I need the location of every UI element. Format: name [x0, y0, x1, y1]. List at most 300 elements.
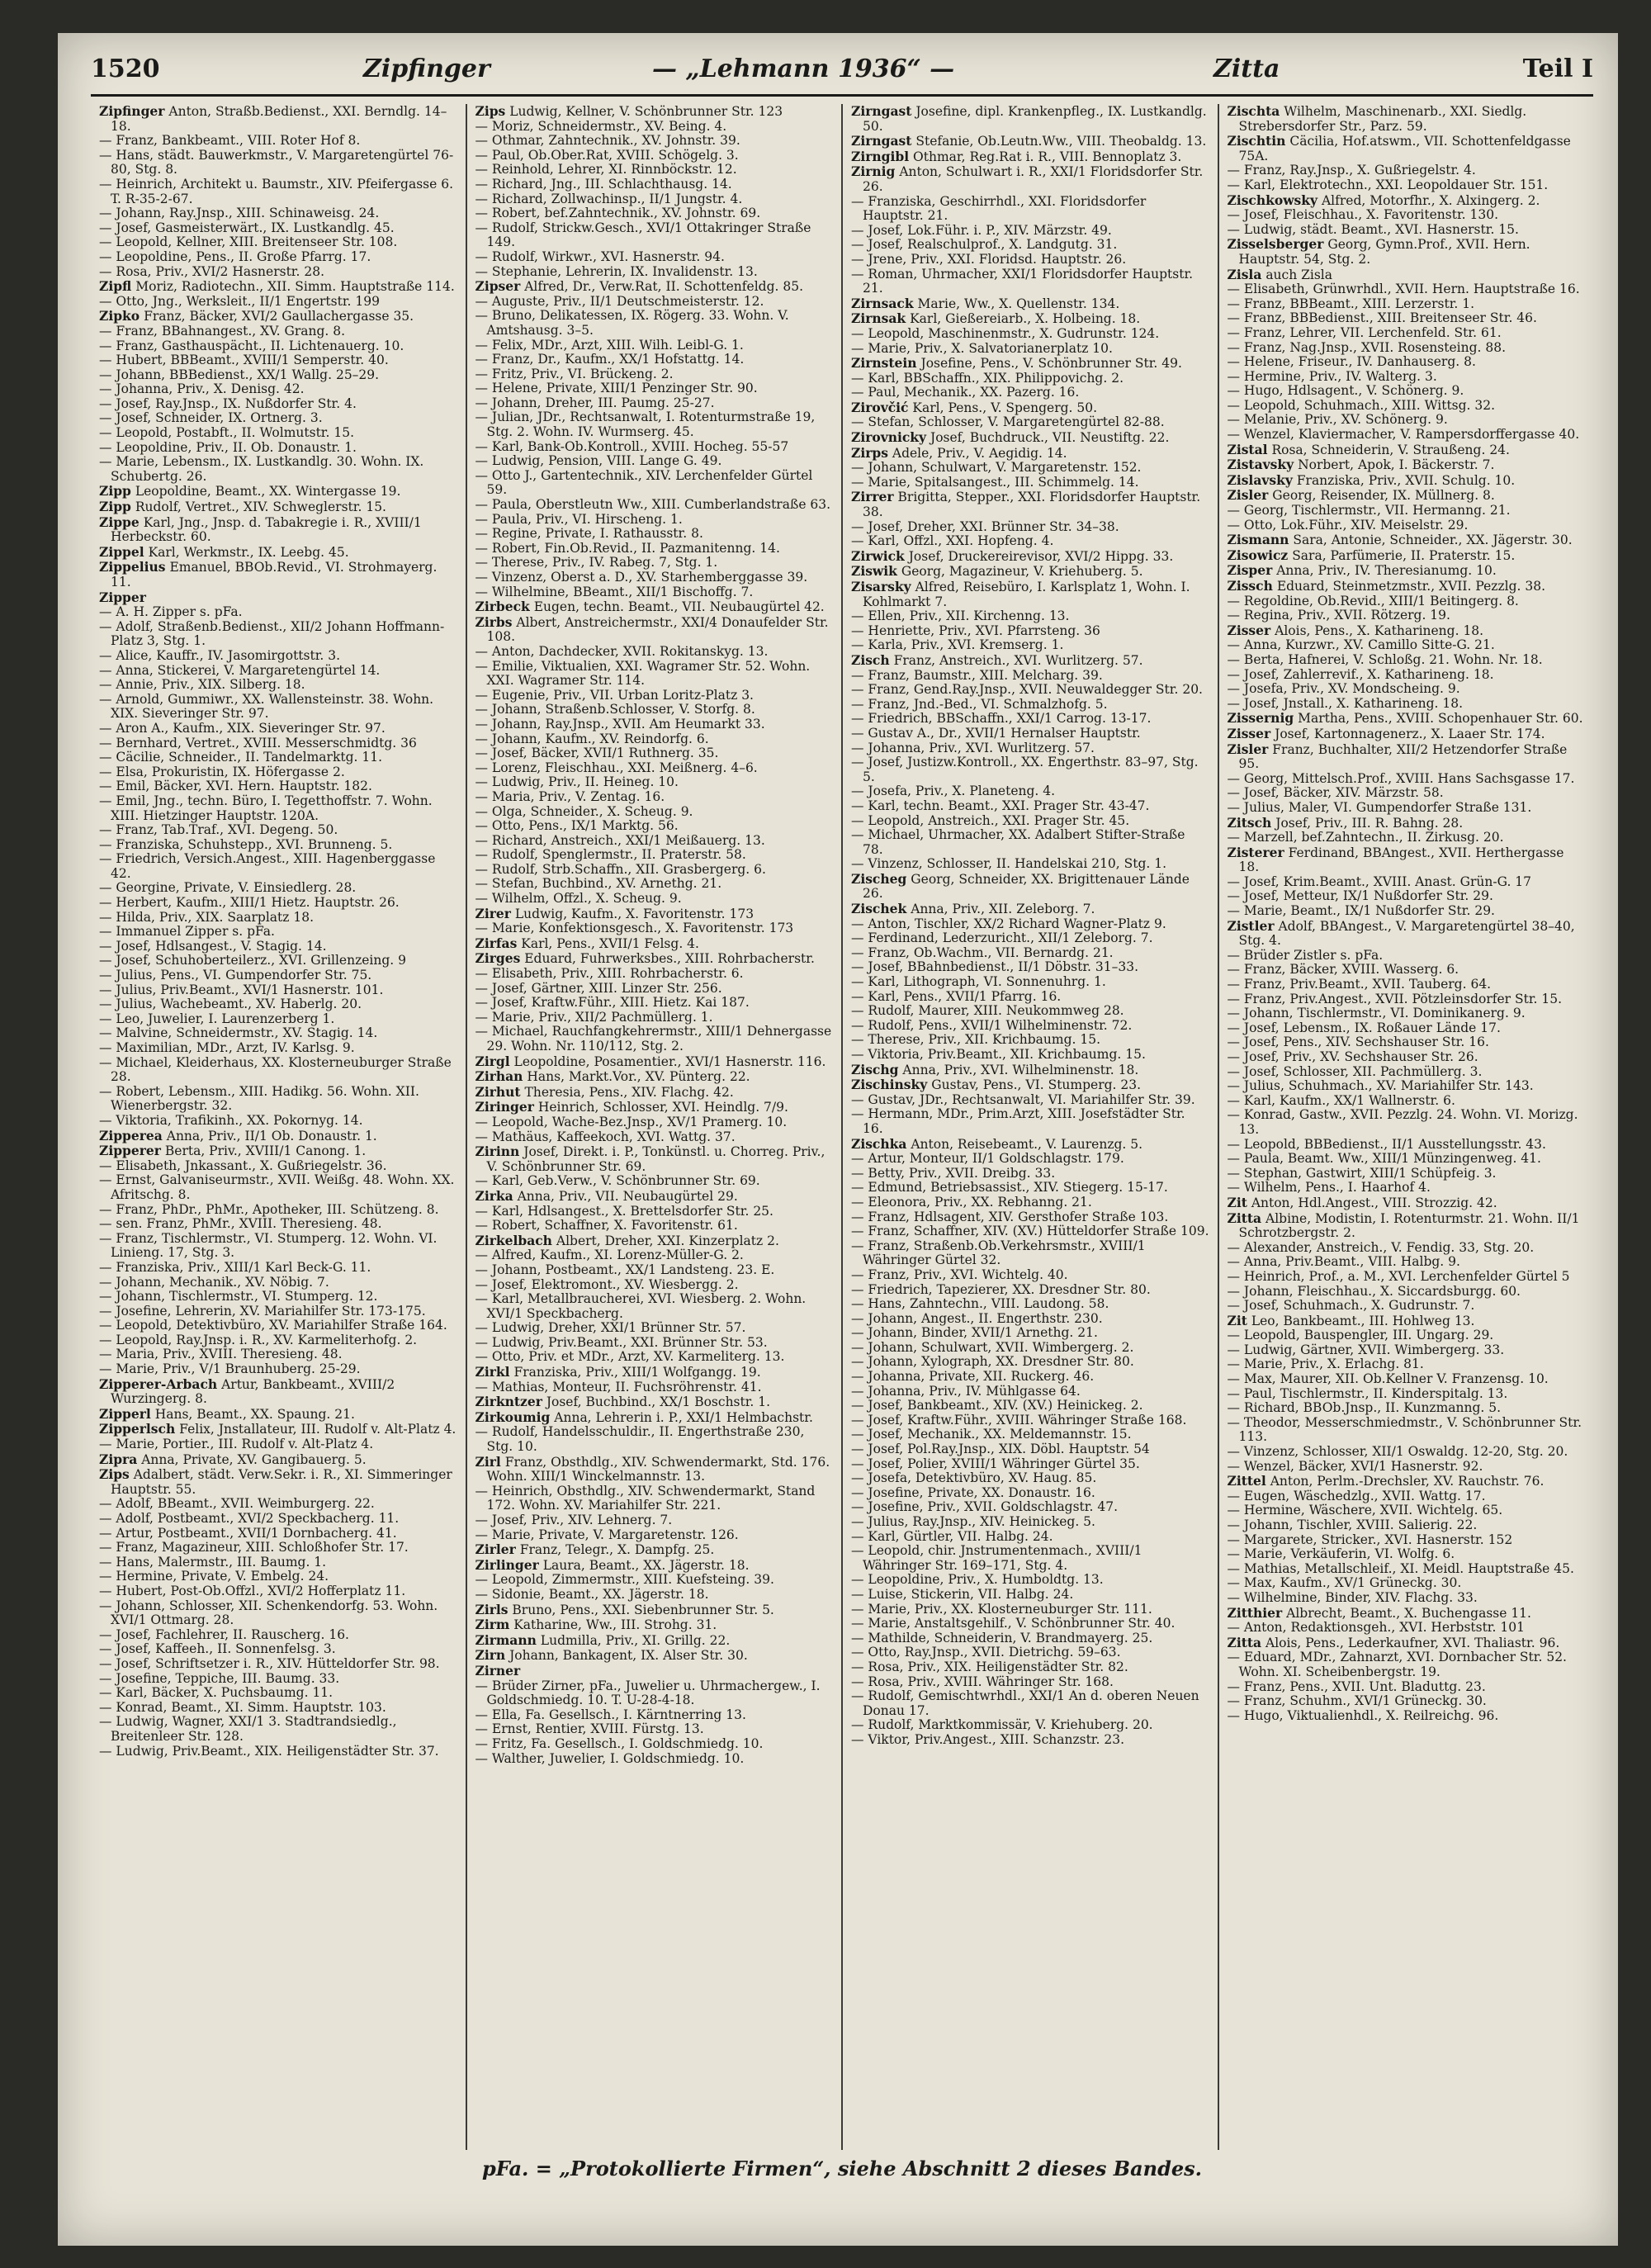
directory-entry — [1228, 104, 1586, 134]
directory-entry — [99, 1026, 457, 1041]
entry-text: — Franz, Dr., Kaufm., XX/1 Hofstattg. 14. — [475, 352, 745, 367]
entry-surname: Zistler — [1227, 917, 1275, 934]
entry-surname: Zipperea — [99, 1127, 163, 1143]
directory-entry — [99, 382, 457, 397]
directory-entry — [1228, 1152, 1586, 1167]
entry-text: — Georg, Tischlermstr., VII. Hermanng. 21. — [1227, 503, 1511, 518]
directory-entry — [1228, 1328, 1586, 1343]
directory-entry — [99, 500, 457, 515]
entry-surname: Zissernig — [1227, 710, 1294, 727]
directory-entry — [851, 755, 1209, 784]
entry-text: — Helene, Private, XIII/1 Penzinger Str. 90. — [475, 381, 758, 396]
entry-text: Wilhelm, Maschinenarb., XXI. Siedlg. Strebersdorfer Str., Parz. 59. — [1238, 104, 1527, 134]
directory-entry — [1228, 1255, 1586, 1270]
entry-surname: Zirinn — [475, 1143, 520, 1160]
entry-text: Alfred, Reisebüro, I. Karlsplatz 1, Wohn. I. Kohlmarkt 7. — [863, 580, 1190, 609]
entry-text: — Paula, Beamt. Ww., XIII/1 Münzingenweg. 41. — [1227, 1151, 1541, 1167]
entry-text: — Robert, Schaffner, X. Favoritenstr. 61. — [475, 1218, 738, 1233]
entry-text: Josefine, dipl. Krankenpfleg., IX. Lustkandlg. 50. — [863, 104, 1207, 134]
directory-entry — [475, 1425, 834, 1454]
entry-text: — Immanuel Zipper s. pFa. — [99, 924, 275, 940]
directory-entry — [99, 1114, 457, 1129]
entry-text: Franz, Telegr., X. Dampfg. 25. — [519, 1542, 715, 1558]
directory-entry — [851, 1167, 1209, 1181]
directory-entry — [475, 1588, 834, 1603]
entry-text: — Richard, Jng., III. Schlachthausg. 14. — [475, 176, 732, 192]
entry-text: — Johanna, Priv., X. Denisg. 42. — [99, 381, 305, 397]
directory-entry — [99, 896, 457, 911]
directory-entry — [475, 149, 834, 163]
entry-text: — Heinrich, Obsthdlg., XIV. Schwendermarkt, Stand 172. Wohn. XV. Mariahilfer Str. 221. — [475, 1483, 816, 1513]
directory-entry — [99, 206, 457, 221]
entry-text: — Josef, BBahnbedienst., II/1 Döbstr. 31–33. — [851, 959, 1139, 975]
entry-text: — Ludwig, städt. Beamt., XVI. Hasnerstr. 15. — [1227, 221, 1519, 237]
entry-surname: Zirhut — [475, 1083, 521, 1100]
directory-entry — [99, 765, 457, 780]
directory-entry — [99, 590, 457, 606]
directory-entry — [475, 892, 834, 907]
entry-text: Karl, Jng., Jnsp. d. Tabakregie i. R., XVIII/1 Herbeckstr. 60. — [111, 514, 422, 545]
directory-entry — [1228, 1079, 1586, 1094]
entry-text: — Arnold, Gummiwr., XX. Wallensteinstr. 38. Wohn. XIX. Sieveringer Str. 97. — [99, 691, 434, 722]
directory-entry — [851, 727, 1209, 741]
directory-entry — [99, 1497, 457, 1512]
directory-entry — [1228, 608, 1586, 623]
entry-text: Ludwig, Kellner, V. Schönbrunner Str. 123 — [509, 104, 783, 119]
directory-entry — [1228, 282, 1586, 297]
entry-text: auch Zisla — [1265, 267, 1333, 282]
entry-text: Eduard, Steinmetzmstr., XVII. Pezzlg. 38. — [1276, 579, 1546, 594]
entry-text: — Vinzenz, Oberst a. D., XV. Starhemberggasse 39. — [475, 570, 808, 585]
directory-entry — [99, 295, 457, 310]
entry-surname: Zisowicz — [1227, 547, 1289, 563]
column-4 — [1219, 104, 1594, 2150]
directory-entry — [99, 1203, 457, 1218]
entry-text: — Josef, Gasmeisterwärt., IX. Lustkandlg. 45. — [99, 220, 395, 235]
directory-entry — [851, 1355, 1209, 1370]
entry-text: — Johann, Tischlermstr., VI. Stumperg. 12. — [99, 1289, 378, 1304]
entry-surname: Zischka — [851, 1135, 907, 1152]
entry-surname: Zischg — [851, 1061, 899, 1077]
entry-text: — Marie, Priv., XII/2 Pachmüllerg. 1. — [475, 1009, 713, 1025]
directory-entry — [1228, 682, 1586, 697]
directory-entry — [851, 253, 1209, 268]
directory-entry — [475, 571, 834, 585]
directory-entry — [851, 1689, 1209, 1718]
directory-entry — [475, 221, 834, 250]
directory-entry — [99, 911, 457, 926]
directory-entry — [1228, 1035, 1586, 1050]
directory-entry — [851, 1297, 1209, 1312]
directory-entry — [475, 1054, 834, 1070]
entry-surname: Zistal — [1227, 441, 1268, 457]
entry-text: Franz, Obsthdlg., XIV. Schwendermarkt, Std. 176. Wohn. XIII/1 Winckelmannstr. 13. — [486, 1454, 830, 1484]
entry-text: — Wenzel, Bäcker, XVI/1 Hasnerstr. 92. — [1227, 1458, 1483, 1474]
entry-text: — Marie, Konfektionsgesch., X. Favoritenstr. 173 — [475, 921, 794, 936]
directory-entry — [851, 1675, 1209, 1690]
directory-entry — [99, 426, 457, 441]
directory-entry — [99, 235, 457, 250]
directory-entry — [1228, 268, 1586, 283]
entry-text: Franziska, Priv., XIII/1 Wolfgangg. 19. — [513, 1365, 761, 1380]
entry-text: — Josef, Kraftw.Führ., XIII. Hietz. Kai 187. — [475, 995, 750, 1011]
entry-surname: Zippelius — [99, 559, 166, 575]
directory-entry — [99, 1261, 457, 1276]
entry-text: — Eugenie, Priv., VII. Urban Loritz-Platz 3. — [475, 687, 754, 703]
entry-text: — Georgine, Private, V. Einsiedlerg. 28. — [99, 880, 357, 896]
directory-entry — [851, 975, 1209, 990]
directory-entry — [1228, 1270, 1586, 1285]
directory-entry — [99, 441, 457, 456]
directory-entry — [99, 1467, 457, 1497]
entry-text: — Ludwig, Priv.Beamt., XIX. Heiligenstädter Str. 37. — [99, 1743, 439, 1759]
directory-entry — [851, 1588, 1209, 1603]
entry-surname: Zit — [1227, 1312, 1247, 1328]
entry-text: — Julius, Maler, VI. Gumpendorfer Straße 131. — [1227, 799, 1532, 815]
entry-surname: Zischeg — [851, 870, 907, 887]
directory-entry — [475, 498, 834, 513]
entry-text: — Karl, Metallbraucherei, XVI. Wiesberg. 2. Wohn. XVI/1 Speckbacherg. — [475, 1291, 807, 1321]
entry-text: — Johanna, Private, XII. Ruckerg. 46. — [851, 1369, 1095, 1385]
directory-entry — [851, 784, 1209, 799]
directory-entry — [1228, 399, 1586, 414]
directory-entry — [475, 1205, 834, 1219]
directory-entry — [851, 653, 1209, 669]
entry-surname: Zit — [1227, 1194, 1247, 1210]
directory-entry — [99, 794, 457, 823]
entry-text: — Theodor, Messerschmiedmstr., V. Schönbrunner Str. 113. — [1227, 1414, 1582, 1445]
directory-entry — [1228, 1299, 1586, 1314]
directory-entry — [1228, 341, 1586, 356]
directory-entry — [851, 490, 1209, 519]
entry-text: — Ella, Fa. Gesellsch., I. Kärntnerring 13. — [475, 1707, 746, 1722]
entry-text: Alfred, Dr., Verw.Rat, II. Schottenfeldg. 85. — [524, 279, 803, 295]
directory-entry — [1228, 297, 1586, 312]
directory-entry — [99, 1333, 457, 1348]
entry-text: — Johann, Xylograph, XX. Dresdner Str. 80. — [851, 1354, 1134, 1370]
entry-text: — Marie, Spitalsangest., III. Schimmelg. 14. — [851, 474, 1139, 490]
footer-note: pFa. = „Protokollierte Firmen“, siehe Abschnitt 2 dieses Bandes. — [482, 2157, 1202, 2180]
directory-entry — [851, 990, 1209, 1005]
entry-text: — Ferdinand, Lederzuricht., XII/1 Zeleborg. 7. — [851, 930, 1153, 946]
entry-text: Ludwig, Kaufm., X. Favoritenstr. 173 — [514, 906, 755, 921]
entry-surname: Zirps — [851, 444, 888, 461]
entry-surname: Zischek — [851, 901, 907, 917]
entry-text: — Marie, Priv., X. Erlachg. 81. — [1227, 1357, 1424, 1372]
directory-entry — [99, 1570, 457, 1584]
entry-text: — Johann, Binder, XVII/1 Arnethg. 21. — [851, 1325, 1098, 1341]
directory-entry — [851, 1530, 1209, 1545]
entry-text: — Franz, Straßenb.Ob.Verkehrsmstr., XVIII/1 Währinger Gürtel 32. — [851, 1238, 1146, 1268]
directory-entry — [851, 1544, 1209, 1573]
entry-surname: Zirbs — [475, 613, 513, 630]
directory-entry — [475, 615, 834, 645]
entry-text: — Paul, Mechanik., XX. Pazerg. 16. — [851, 385, 1080, 400]
entry-text: — Karl, techn. Beamt., XXI. Prager Str. 43-47. — [851, 798, 1150, 813]
entry-text: — Karl, Pens., XVII/1 Pfarrg. 16. — [851, 988, 1062, 1004]
entry-text: — Rudolf, Wirkwr., XVI. Hasnerstr. 94. — [475, 249, 725, 264]
entry-text: — Franz, Hdlsagent, XIV. Gersthofer Straße 103. — [851, 1209, 1169, 1224]
entry-text: — Ludwig, Gärtner, XVII. Wimbergerg. 33. — [1227, 1342, 1505, 1357]
entry-surname: Zirkelbach — [475, 1232, 552, 1248]
directory-entry — [475, 295, 834, 310]
entry-text: — Othmar, Zahntechnik., XV. Johnstr. 39. — [475, 133, 740, 149]
directory-entry — [99, 515, 457, 545]
entry-surname: Zirfas — [475, 935, 518, 951]
entry-text: — Hugo, Viktualienhdl., X. Reilreichg. 96. — [1227, 1707, 1499, 1723]
directory-entry — [99, 925, 457, 940]
directory-entry — [99, 1143, 457, 1159]
directory-entry — [475, 1263, 834, 1278]
entry-text: — Reinhold, Lehrer, XI. Rinnböckstr. 12. — [475, 162, 737, 178]
column-3 — [843, 104, 1219, 2150]
directory-entry — [851, 917, 1209, 932]
entry-surname: Zisla — [1227, 266, 1262, 282]
entry-text: — Emil, Bäcker, XVI. Hern. Hauptstr. 182. — [99, 779, 372, 794]
directory-entry — [475, 250, 834, 265]
entry-text: Josefine, Pens., V. Schönbrunner Str. 49. — [920, 356, 1182, 372]
entry-text: — Therese, Priv., XII. Krichbaumg. 15. — [851, 1032, 1100, 1048]
directory-entry — [1228, 1547, 1586, 1562]
entry-text: — Karl, BBSchaffn., XIX. Philippovichg. 2. — [851, 370, 1124, 386]
entry-text: — Paul, Ob.Ober.Rat, XVIII. Schögelg. 3. — [475, 147, 739, 163]
directory-entry — [1228, 1050, 1586, 1065]
entry-text: — Johann, Dreher, III. Paumg. 25-27. — [475, 395, 715, 410]
entry-text: — Josef, Bäcker, XVII/1 Ruthnerg. 35. — [475, 746, 719, 761]
directory-entry — [851, 1033, 1209, 1048]
entry-text: — Leopold, Bauspengler, III. Ungarg. 29. — [1227, 1328, 1494, 1343]
entry-text: — Elsa, Prokuristin, IX. Höfergasse 2. — [99, 764, 345, 779]
entry-surname: Zischinsky — [851, 1077, 928, 1093]
entry-surname: Zirl — [475, 1453, 501, 1470]
directory-entry — [475, 1130, 834, 1145]
entry-text: — Karl, Offzl., XXI. Hopfeng. 4. — [851, 533, 1054, 549]
directory-entry — [851, 134, 1209, 149]
entry-text: — Julius, Wachebeamt., XV. Haberlg. 20. — [99, 997, 362, 1012]
entry-text: — Karl, Hdlsangest., X. Brettelsdorfer Str. 25. — [475, 1203, 773, 1219]
directory-entry — [851, 1660, 1209, 1675]
directory-entry — [1228, 504, 1586, 518]
entry-text: — Franz, Schuhm., XVI/1 Grüneckg. 30. — [1227, 1693, 1487, 1709]
entry-text: — Julian, JDr., Rechtsanwalt, I. Rotenturmstraße 19, Stg. 2. Wohn. IV. Wurmserg. 45. — [475, 410, 816, 440]
entry-text: — Karl, Bank-Ob.Kontroll., XVIII. Hocheg. 55-57 — [475, 438, 789, 454]
entry-surname: Zisser — [1227, 622, 1271, 638]
entry-surname: Zismann — [1227, 532, 1289, 548]
entry-text: — Alexander, Anstreich., V. Fendig. 33, Stg. 20. — [1227, 1239, 1535, 1255]
entry-text: — Johanna, Priv., IV. Mühlgasse 64. — [851, 1383, 1081, 1399]
directory-entry — [475, 542, 834, 556]
directory-entry — [99, 1745, 457, 1759]
entry-text: — Cäcilie, Schneider., II. Tandelmarktg. 11. — [99, 750, 382, 765]
directory-entry — [475, 556, 834, 571]
entry-text: — Julius, Priv.Beamt., XVI/1 Hasnerstr. 101. — [99, 982, 384, 997]
directory-entry — [851, 1457, 1209, 1472]
entry-text: — Richard, BBOb.Jnsp., II. Kunzmanng. 5. — [1227, 1400, 1502, 1416]
entry-text: Josef, Priv., III. R. Bahng. 28. — [1275, 815, 1464, 831]
entry-text: — Franz, Nag.Jnsp., XVII. Rosensteing. 88. — [1227, 339, 1507, 355]
directory-entry — [475, 1722, 834, 1737]
entry-text: — Leopold, Zimmermstr., XIII. Kuefsteing. 39. — [475, 1572, 774, 1588]
entry-text: — Johann, Ray.Jnsp., XVII. Am Heumarkt 33. — [475, 716, 765, 732]
directory-entry — [99, 1347, 457, 1362]
entry-text: Hans, Beamt., XX. Spaung. 21. — [154, 1406, 355, 1422]
entry-text: — Viktor, Priv.Angest., XIII. Schanzstr. 23. — [851, 1731, 1125, 1747]
directory-entry — [851, 1370, 1209, 1385]
directory-entry — [99, 265, 457, 280]
entry-text: — Franz, Pens., XVII. Unt. Bladuttg. 23. — [1227, 1679, 1486, 1694]
directory-entry — [475, 1737, 834, 1752]
page-number: 1520 — [91, 54, 160, 83]
directory-entry — [99, 940, 457, 954]
directory-entry — [99, 1217, 457, 1232]
directory-entry — [475, 982, 834, 997]
entry-text: — Hermine, Priv., IV. Walterg. 3. — [1227, 368, 1437, 384]
entry-text: — Georg, Mittelsch.Prof., XVIII. Hans Sachsgasse 17. — [1227, 770, 1575, 786]
directory-entry — [1228, 1357, 1586, 1372]
entry-text: — Luise, Stickerin, VII. Halbg. 24. — [851, 1586, 1074, 1602]
entry-surname: Zisler — [1227, 487, 1269, 504]
directory-entry — [475, 775, 834, 790]
entry-text: — Johann, Fleischhau., X. Siccardsburgg. 60. — [1227, 1283, 1521, 1299]
entry-text: — Konrad, Gastw., XVII. Pezzlg. 24. Wohn. VI. Morizg. 13. — [1227, 1107, 1578, 1137]
directory-entry — [99, 411, 457, 426]
entry-surname: Zips — [99, 1466, 130, 1483]
entry-text: Karl, Pens., XVII/1 Felsg. 4. — [521, 935, 699, 951]
directory-entry — [99, 397, 457, 412]
directory-entry — [475, 1174, 834, 1189]
directory-entry — [851, 446, 1209, 462]
entry-text: — Robert, Lebensm., XIII. Hadikg. 56. Wohn. XII. Wienerbergstr. 32. — [99, 1083, 419, 1114]
entry-text: — Hubert, BBBeamt., XVIII/1 Semperstr. 40. — [99, 353, 389, 368]
entry-text: Albert, Anstreichermstr., XXI/4 Donaufelder Str. 108. — [486, 614, 829, 645]
entry-text: — Franz, Ob.Wachm., VII. Bernardg. 21. — [851, 945, 1114, 960]
entry-surname: Zipperlsch — [99, 1421, 176, 1437]
directory-entry — [851, 1063, 1209, 1078]
entry-text: Karl, Pens., V. Spengerg. 50. — [912, 400, 1098, 415]
directory-entry — [1228, 579, 1586, 594]
directory-entry — [851, 1312, 1209, 1327]
directory-entry — [475, 1752, 834, 1767]
entry-text: Franz, Anstreich., XVI. Wurlitzerg. 57. — [893, 652, 1143, 668]
entry-text: — Ernst, Rentier, XVIII. Fürstg. 13. — [475, 1721, 704, 1737]
entry-text: — Karl, Gürtler, VII. Halbg. 24. — [851, 1528, 1053, 1544]
directory-entry — [99, 221, 457, 236]
column-2 — [467, 104, 844, 2150]
entry-text: — Rudolf, Gemischtwrhdl., XXI/1 An d. oberen Neuen Donau 17. — [851, 1688, 1199, 1718]
entry-text: — Leopold, BBBedienst., II/1 Ausstellungsstr. 43. — [1227, 1136, 1546, 1152]
entry-text: — Paula, Oberstleutn Ww., XIII. Cumberlandstraße 63. — [475, 497, 831, 513]
entry-text: Othmar, Reg.Rat i. R., VIII. Bennoplatz 3. — [913, 149, 1182, 164]
entry-text: Albert, Dreher, XXI. Kinzerplatz 2. — [556, 1233, 779, 1248]
directory-entry — [475, 1380, 834, 1395]
entry-surname: Zirwick — [851, 547, 905, 564]
entry-text: — Ludwig, Dreher, XXI/1 Brünner Str. 57. — [475, 1320, 746, 1336]
entry-text: — Josef, Bankbeamt., XIV. (XV.) Heinickeg. 2. — [851, 1398, 1143, 1413]
directory-entry — [1228, 518, 1586, 533]
entry-text: — Max, Kaufm., XV/1 Grüneckg. 30. — [1227, 1575, 1462, 1591]
entry-text: Anton, Perlm.-Drechsler, XV. Rauchstr. 76. — [1270, 1474, 1545, 1489]
entry-text: — Franz, Lehrer, VII. Lerchenfeld. Str. 61. — [1227, 324, 1502, 340]
directory-entry — [851, 669, 1209, 684]
directory-entry — [475, 834, 834, 849]
entry-surname: Zirnstein — [851, 355, 917, 372]
entry-text: — Leopold, Ray.Jnsp. i. R., XV. Karmeliterhofg. 2. — [99, 1332, 418, 1347]
directory-entry — [851, 400, 1209, 416]
entry-text: — Elisabeth, Grünwrhdl., XVII. Hern. Hauptstraße 16. — [1227, 282, 1580, 297]
entry-text: — Josef, Mechanik., XX. Meldemannstr. 15. — [851, 1427, 1132, 1442]
entry-text: — Wilhelm, Offzl., X. Scheug. 9. — [475, 891, 682, 907]
entry-text: — Josef, Polier, XVIII/1 Währinger Gürtel 35. — [851, 1456, 1140, 1471]
directory-entry — [851, 1413, 1209, 1428]
directory-entry — [851, 1137, 1209, 1153]
directory-entry — [475, 1365, 834, 1380]
directory-entry — [851, 741, 1209, 756]
entry-surname: Zirkl — [475, 1364, 510, 1380]
directory-entry — [1228, 1636, 1586, 1651]
directory-entry — [99, 954, 457, 968]
entry-text: — Ludwig, Priv., II. Heineg. 10. — [475, 774, 679, 790]
directory-entry — [1228, 772, 1586, 787]
entry-text: — Heinrich, Prof., a. M., XVI. Lerchenfelder Gürtel 5 — [1227, 1268, 1570, 1284]
directory-entry — [851, 1486, 1209, 1501]
directory-entry — [475, 381, 834, 396]
entry-text: — Josefa, Priv., XV. Mondscheing. 9. — [1227, 681, 1460, 697]
directory-entry — [851, 238, 1209, 253]
directory-entry — [1228, 1503, 1586, 1518]
entry-text: Moriz, Radiotechn., XII. Simm. Hauptstraße 114. — [135, 279, 455, 295]
entry-surname: Zisch — [851, 651, 890, 668]
entry-text: — Wilhelmine, BBeamt., XII/1 Bischoffg. 7. — [475, 584, 754, 599]
entry-text: — Ludwig, Priv.Beamt., XXI. Brünner Str. 53. — [475, 1334, 768, 1350]
directory-entry — [1228, 992, 1586, 1007]
entry-text: — Friedrich, BBSchaffn., XXI/1 Carrog. 13-17. — [851, 711, 1152, 727]
entry-surname: Zischkowsky — [1227, 192, 1318, 208]
directory-entry — [475, 761, 834, 776]
directory-entry — [99, 134, 457, 149]
entry-text: — Viktoria, Trafikinh., XX. Pokornyg. 14. — [99, 1112, 363, 1128]
entry-text: — Josef, Realschulprof., X. Landgutg. 31. — [851, 237, 1118, 253]
header-rule — [91, 94, 1593, 97]
entry-text: — Franz, Priv.Angest., XVII. Pötzleinsdorfer Str. 15. — [1227, 991, 1563, 1006]
entry-text: — Rudolf, Spenglermstr., II. Praterstr. 58. — [475, 847, 746, 863]
directory-entry — [851, 1471, 1209, 1486]
directory-entry — [1228, 1474, 1586, 1489]
entry-text: — Richard, Zollwachinsp., II/1 Jungstr. 4. — [475, 191, 743, 206]
directory-entry — [851, 164, 1209, 194]
directory-entry — [99, 545, 457, 561]
directory-entry — [1228, 816, 1586, 831]
entry-columns — [91, 104, 1593, 2150]
directory-entry — [99, 997, 457, 1012]
directory-entry — [475, 1115, 834, 1130]
entry-text: — Fritz, Fa. Gesellsch., I. Goldschmiedg. 10. — [475, 1735, 764, 1751]
directory-entry — [475, 1025, 834, 1054]
entry-text: — Anton, Redaktionsgeh., XVI. Herbststr. 101 — [1227, 1620, 1525, 1636]
entry-text: — Berta, Hafnerei, V. Schloßg. 21. Wohn. Nr. 18. — [1227, 651, 1543, 667]
entry-text: — Otto, Pens., IX/1 Marktg. 56. — [475, 818, 679, 834]
entry-text: — Leopold, Anstreich., XXI. Prager Str. 45. — [851, 812, 1130, 828]
entry-text: Marie, Ww., X. Quellenstr. 134. — [917, 296, 1120, 311]
entry-text: — Josef, Lok.Führ. i. P., XIV. Märzstr. 49. — [851, 222, 1112, 238]
directory-entry — [1228, 326, 1586, 341]
directory-entry — [475, 527, 834, 542]
entry-text: — Josef, Pens., XIV. Sechshauser Str. 16. — [1227, 1035, 1489, 1050]
entry-text: Brigitta, Stepper., XXI. Floridsdorfer Hauptstr. 38. — [863, 490, 1201, 520]
entry-surname: Zipfinger — [99, 104, 165, 119]
entry-text: — Josef, Schlosser, XII. Pachmüllerg. 3. — [1227, 1063, 1483, 1079]
entry-surname: Zirngibl — [851, 148, 910, 164]
entry-text: Georg, Magazineur, V. Kriehuberg. 5. — [901, 564, 1143, 580]
